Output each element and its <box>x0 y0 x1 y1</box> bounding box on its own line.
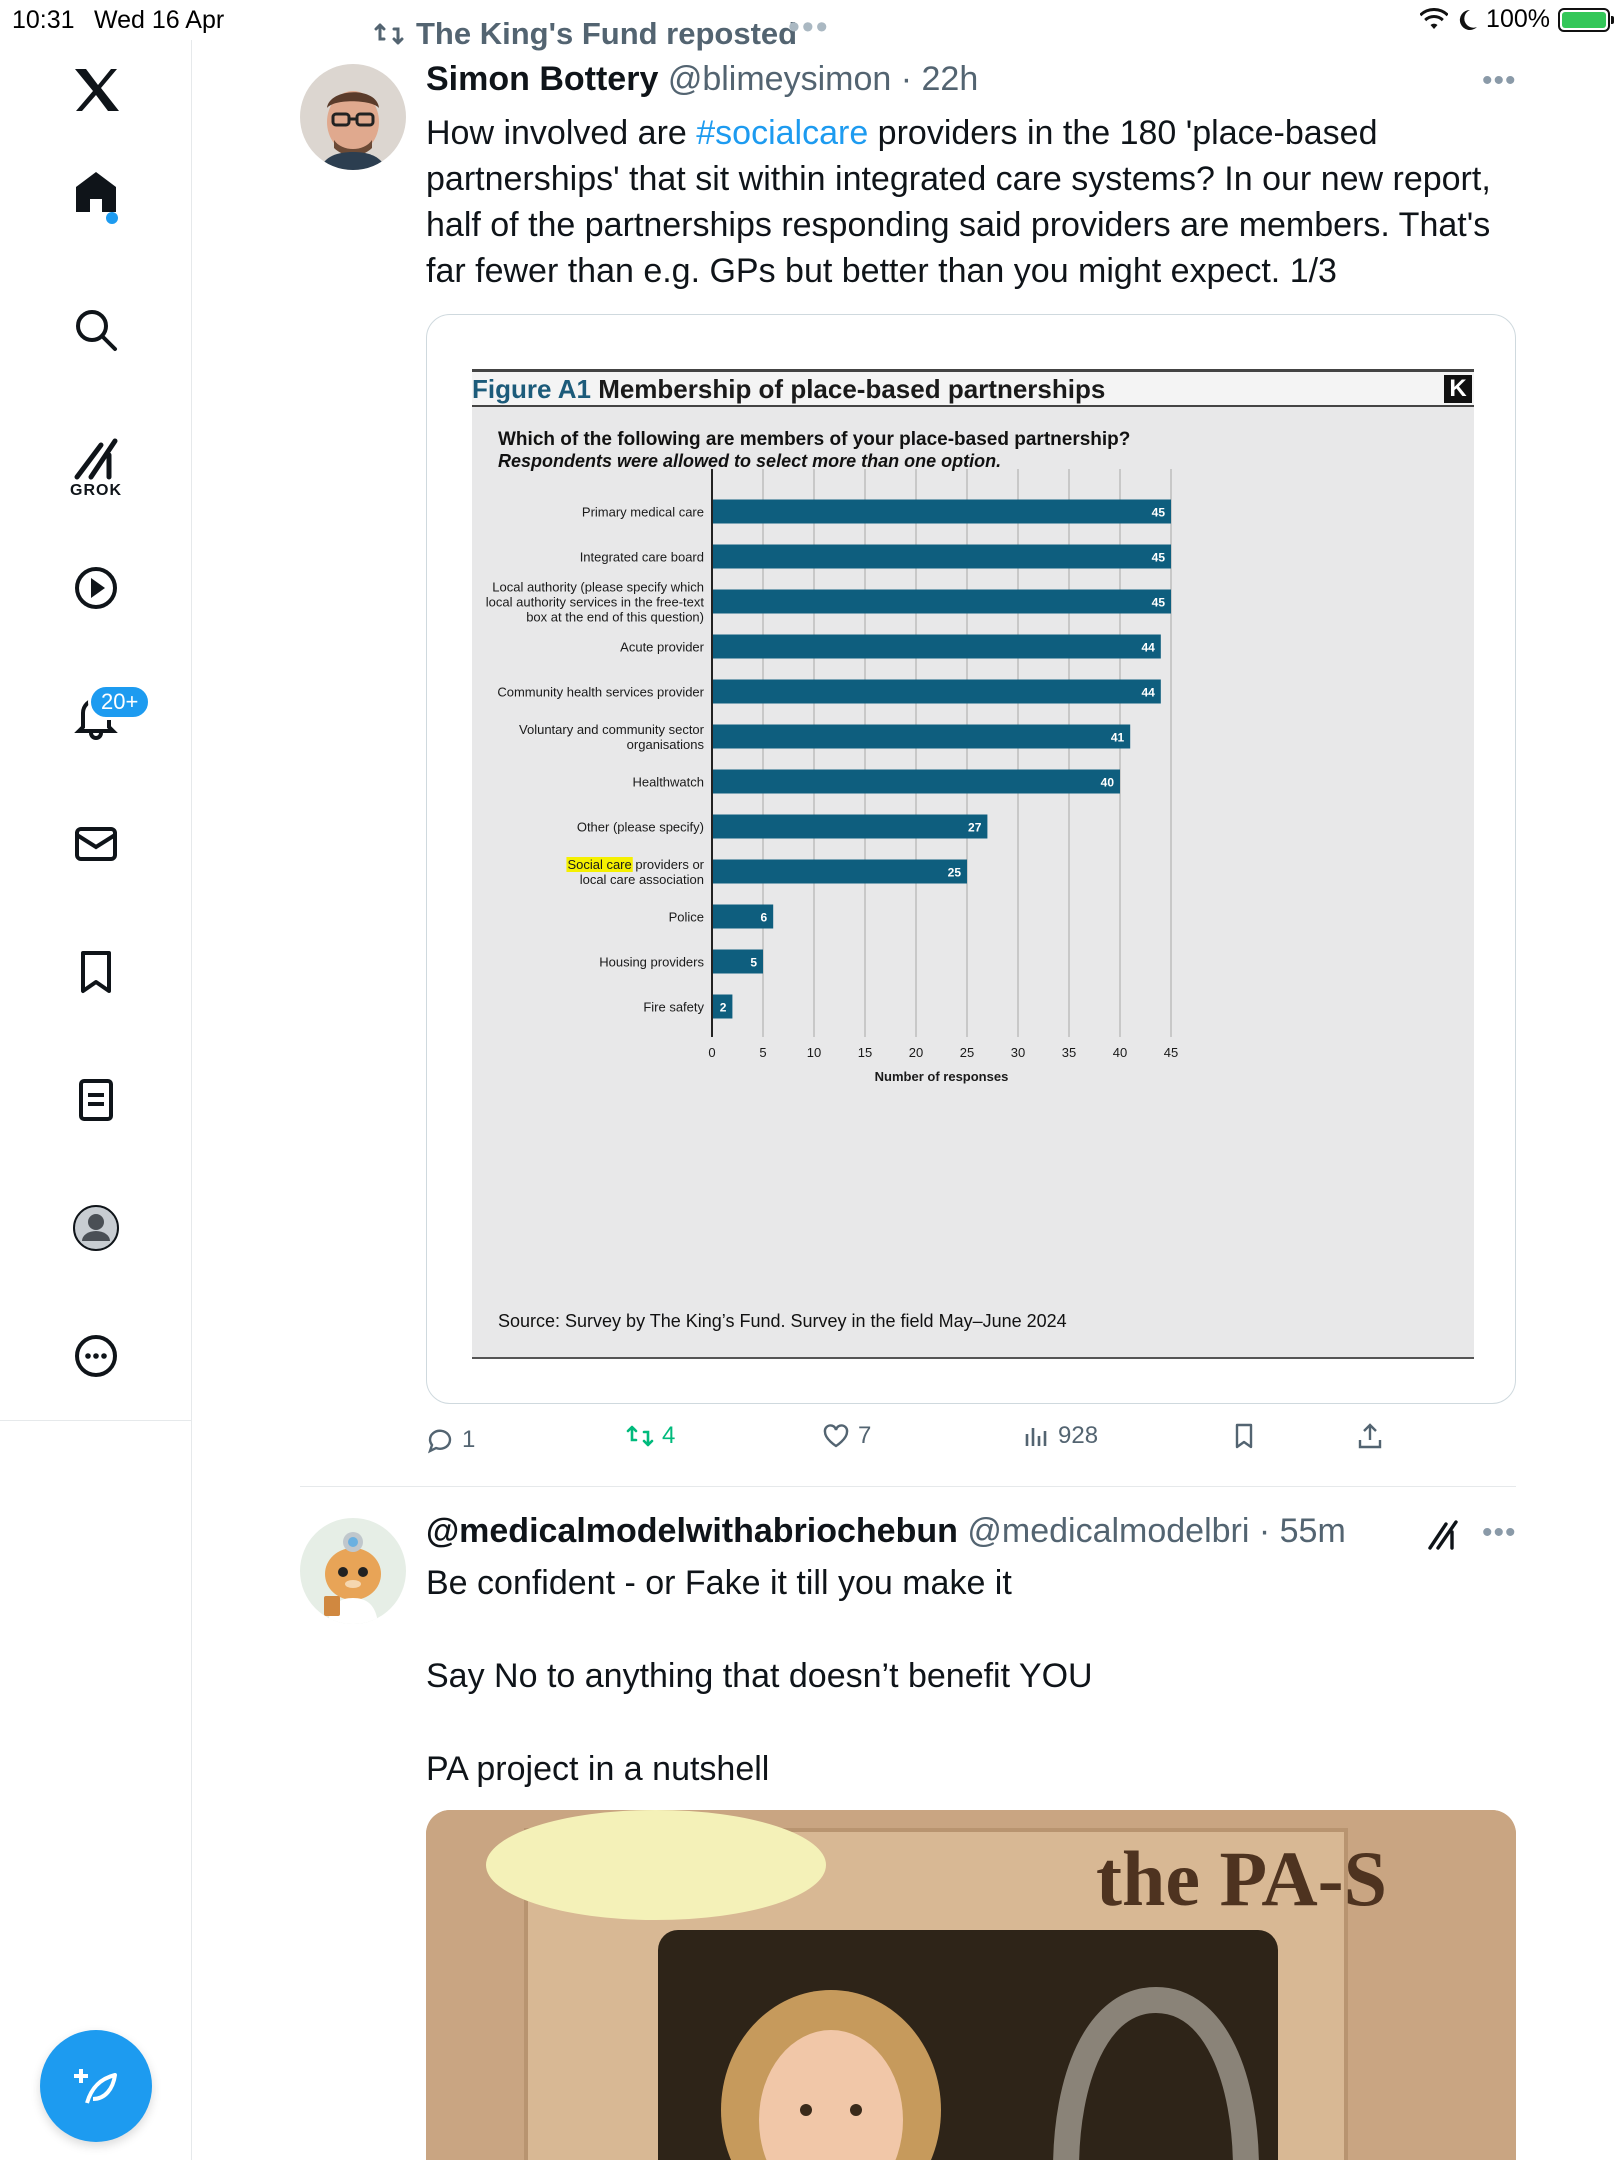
chart-bar <box>712 725 1130 749</box>
tweet-header <box>426 60 978 99</box>
bookmark-icon <box>1230 1422 1258 1450</box>
category-label: Police <box>668 909 704 925</box>
x-tick-label: 20 <box>908 1045 924 1060</box>
category-label: local care association <box>579 872 704 887</box>
author-handle[interactable]: @blimeysimon <box>667 60 892 98</box>
repost-context[interactable] <box>374 16 797 52</box>
lists-icon[interactable] <box>56 1060 136 1140</box>
post-time-2[interactable]: · 55m <box>1258 1512 1346 1550</box>
category-label: Fire safety <box>643 999 704 1015</box>
bar-value-label: 44 <box>1141 640 1155 655</box>
views-chart-icon <box>1022 1422 1050 1450</box>
chart-bar <box>712 500 1171 524</box>
chart-bar <box>712 815 987 839</box>
status-date: Wed 16 Apr <box>94 6 225 34</box>
category-label-rest: providers or <box>631 857 704 872</box>
notifications-badge: 20+ <box>88 684 151 720</box>
category-label: Local authority (please specify which <box>492 579 704 595</box>
repost-label: The King's Fund reposted <box>416 16 798 51</box>
figure-title-text: Membership of place-based partnerships <box>598 374 1106 404</box>
category-label: Community health services provider <box>497 684 704 700</box>
share-icon <box>1356 1422 1384 1450</box>
kings-fund-logo: K <box>1444 375 1472 403</box>
share-button[interactable] <box>1356 1422 1384 1450</box>
x-tick-label: 0 <box>708 1045 716 1060</box>
like-button[interactable] <box>822 1422 871 1450</box>
category-label: Housing providers <box>599 954 704 970</box>
x-tick-label: 10 <box>806 1045 822 1060</box>
bar-value-label: 5 <box>750 955 757 970</box>
x-tick-label: 25 <box>959 1045 975 1060</box>
author-name-2[interactable]: @medicalmodelwithabriochebun <box>426 1512 958 1550</box>
bar-value-label: 45 <box>1151 595 1165 610</box>
author-avatar[interactable] <box>300 64 406 170</box>
repost-icon <box>374 21 404 47</box>
grok-icon[interactable] <box>56 420 136 530</box>
x-tick-label: 45 <box>1163 1045 1179 1060</box>
bar-value-label: 45 <box>1151 550 1165 565</box>
author-handle-2[interactable]: @medicalmodelbri <box>967 1512 1250 1550</box>
reply-icon <box>426 1426 454 1454</box>
chart-bar <box>712 770 1120 794</box>
figure-bottom-rule <box>472 1357 1474 1359</box>
timeline-feed <box>192 0 1620 2160</box>
category-label: Acute provider <box>620 639 704 655</box>
profile-avatar-icon[interactable] <box>56 1188 136 1268</box>
repost-action-icon <box>626 1422 654 1450</box>
bar-value-label: 27 <box>968 820 982 835</box>
category-label: local authority services in the free-text <box>485 594 704 610</box>
pa-s-box-image <box>426 1810 1516 2160</box>
tweet2-image[interactable] <box>426 1810 1516 2160</box>
more-options-icon[interactable] <box>56 1316 136 1396</box>
tweet2-line2: Say No to anything that doesn’t benefit YOU <box>426 1657 1093 1695</box>
grok-explain-icon[interactable] <box>1426 1518 1462 1552</box>
x-axis-label: Number of responses <box>874 1069 1009 1084</box>
bar-chart <box>472 369 1474 1359</box>
hashtag-link[interactable]: #socialcare <box>696 114 869 152</box>
post-time[interactable]: · 22h <box>900 60 979 98</box>
bar-value-label: 2 <box>719 1000 727 1015</box>
x-tick-label: 30 <box>1010 1045 1026 1060</box>
figure-question: Which of the following are members of your place-based partnership? <box>498 429 1131 450</box>
tweet-header-2 <box>426 1512 1346 1551</box>
tweet-more-icon-2[interactable]: ••• <box>1482 1516 1517 1549</box>
tweet2-line1: Be confident - or Fake it till you make it <box>426 1564 1012 1602</box>
category-label: Voluntary and community sector <box>519 722 704 737</box>
x-tick-label: 35 <box>1061 1045 1077 1060</box>
home-icon[interactable] <box>56 152 136 232</box>
tweet-text <box>426 110 1516 294</box>
figure-source: Source: Survey by The King’s Fund. Survey in the field May–June 2024 <box>498 1311 1067 1331</box>
grok-label: GROK <box>70 482 122 499</box>
category-label: box at the end of this question) <box>526 609 704 625</box>
like-count: 7 <box>858 1422 872 1449</box>
bar-value-label: 44 <box>1141 685 1155 700</box>
figure-note: Respondents were allowed to select more than one option. <box>498 451 1002 471</box>
x-logo-icon[interactable] <box>56 50 136 130</box>
status-time: 10:31 <box>12 6 75 34</box>
tweet-divider <box>300 1486 1516 1487</box>
repost-count: 4 <box>662 1422 676 1449</box>
category-label: Other (please specify) <box>576 819 704 835</box>
compose-feather-icon <box>71 2061 121 2111</box>
repost-button[interactable] <box>626 1422 675 1450</box>
home-notification-dot <box>106 212 118 224</box>
author-name[interactable]: Simon Bottery <box>426 60 659 98</box>
chart-bar <box>712 590 1171 614</box>
reply-count: 1 <box>462 1426 476 1453</box>
figure-a1 <box>472 369 1474 1359</box>
category-label: Healthwatch <box>632 774 704 790</box>
reply-button[interactable] <box>426 1426 475 1454</box>
bar-value-label: 45 <box>1151 505 1165 520</box>
sidebar-divider <box>0 1420 192 1421</box>
category-label <box>567 857 704 872</box>
battery-percent: 100% <box>1486 5 1550 33</box>
tweet-text-start: How involved are <box>426 114 697 152</box>
bar-value-label: 6 <box>760 910 768 925</box>
tweet-more-icon[interactable]: ••• <box>1482 64 1517 97</box>
chart-bar <box>712 860 967 884</box>
category-label: Primary medical care <box>581 504 704 520</box>
bar-value-label: 40 <box>1100 775 1114 790</box>
views-button[interactable] <box>1022 1422 1098 1450</box>
x-tick-label: 40 <box>1112 1045 1128 1060</box>
tweet-actions <box>426 1420 1516 1460</box>
box-title: the PA-S <box>1096 1835 1388 1922</box>
chart-bar <box>712 545 1171 569</box>
tweet-text-end: providers in the 180 'place-based partnerships' that sit within integrated care systems? In our new report, half of the partnerships responding said providers are members. That's far fewer than e.g. GPs but better than you might expect. 1/3 <box>426 114 1491 290</box>
compose-post-button[interactable] <box>40 2030 152 2142</box>
top-overflow-dots[interactable]: ••• <box>788 8 830 46</box>
chart-bar <box>712 635 1161 659</box>
category-label-highlight: Social care <box>567 857 632 872</box>
bookmark-button[interactable] <box>1230 1422 1258 1450</box>
video-play-icon[interactable] <box>56 548 136 628</box>
category-label: Integrated care board <box>579 549 704 565</box>
bookmarks-icon[interactable] <box>56 932 136 1012</box>
x-tick-label: 15 <box>857 1045 873 1060</box>
bar-value-label: 41 <box>1110 730 1125 745</box>
x-tick-label: 5 <box>759 1045 767 1060</box>
tweet2-line3: PA project in a nutshell <box>426 1750 770 1788</box>
chart-bar <box>712 680 1161 704</box>
tweet-image-card[interactable] <box>426 314 1516 1404</box>
messages-mail-icon[interactable] <box>56 804 136 884</box>
bar-value-label: 25 <box>947 865 961 880</box>
sidebar-nav <box>0 40 192 2160</box>
views-count: 928 <box>1058 1422 1099 1449</box>
search-icon[interactable] <box>56 290 136 370</box>
heart-icon <box>822 1422 850 1450</box>
figure-label: Figure A1 <box>472 374 591 404</box>
author-avatar-2[interactable] <box>300 1518 406 1624</box>
category-label: organisations <box>626 737 704 752</box>
